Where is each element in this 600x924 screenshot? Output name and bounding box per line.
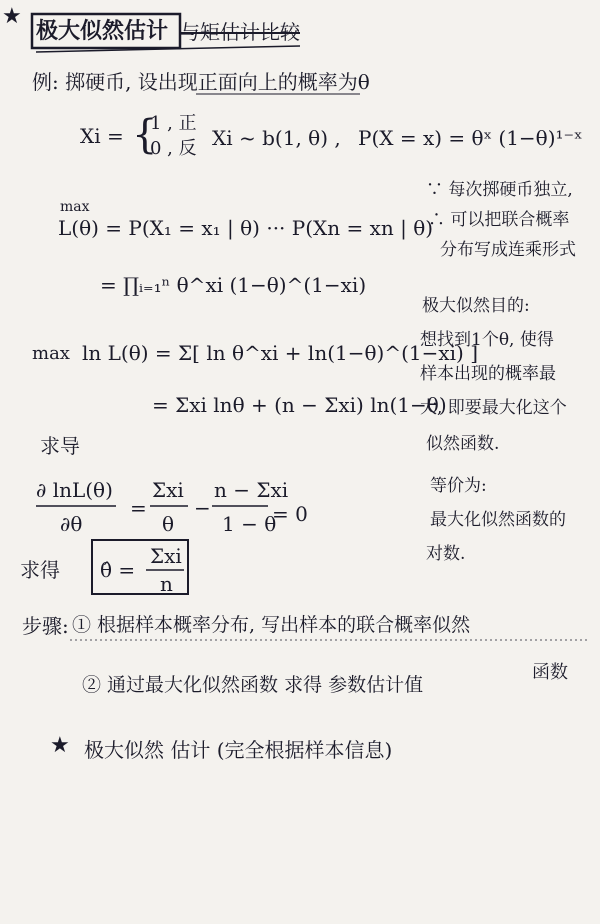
- step-two: ② 通过最大化似然函数 求得 参数估计值: [82, 674, 424, 696]
- equivalent-note-line: 对数.: [426, 544, 466, 564]
- purpose-title: 极大似然目的:: [422, 296, 530, 316]
- derivative-term-a-numerator: Σxi: [152, 478, 184, 502]
- result-numerator: Σxi: [150, 544, 182, 568]
- xi-case-zero: 0 , 反: [150, 138, 197, 159]
- step-one-continued: 函数: [532, 662, 568, 683]
- loglik-simplified: = Σxi lnθ + (n − Σxi) ln(1−θ): [152, 393, 447, 417]
- purpose-note-line: 似然函数.: [426, 434, 500, 454]
- likelihood-product: = ∏ᵢ₌₁ⁿ θ^xi (1−θ)^(1−xi): [100, 273, 367, 297]
- derivative-minus: −: [194, 496, 211, 520]
- page-title: 极大似然估计: [36, 18, 169, 44]
- crossed-out-text: 与矩估计比较: [180, 20, 300, 44]
- likelihood-formula: L(θ) = P(X₁ = x₁ | θ) ··· P(Xn = xn | θ): [58, 216, 434, 240]
- loglik-max-label: max: [32, 343, 70, 364]
- derivative-term-a-denominator: θ: [162, 512, 175, 536]
- independence-note-line: ∴ 可以把联合概率: [428, 210, 570, 230]
- purpose-note-line: 样本出现的概率最: [420, 364, 556, 384]
- result-box: [92, 540, 188, 594]
- star-icon: ★: [2, 4, 22, 29]
- xi-distribution: Xi ~ b(1, θ) ,: [212, 126, 341, 150]
- xi-definition-lhs: Xi =: [80, 124, 124, 148]
- step-one: ① 根据样本概率分布, 写出样本的联合概率似然: [72, 614, 471, 636]
- derivative-term-b-denominator: 1 − θ: [222, 512, 277, 536]
- derivative-label: 求导: [40, 434, 80, 458]
- star-icon: ★: [50, 733, 70, 758]
- equivalent-note-line: 等价为:: [430, 476, 487, 496]
- independence-note-line: 分布写成连乘形式: [440, 240, 576, 260]
- purpose-note-line: 想找到1个θ, 使得: [420, 330, 554, 350]
- result-denominator: n: [160, 572, 173, 596]
- result-label: 求得: [20, 558, 60, 582]
- equivalent-note-line: 最大化似然函数的: [430, 510, 566, 530]
- purpose-note-line: 大, 即要最大化这个: [420, 398, 567, 418]
- derivative-numerator: ∂ lnL(θ): [36, 478, 113, 502]
- derivative-denominator: ∂θ: [60, 512, 83, 536]
- independence-note-line: ∵ 每次掷硬币独立,: [426, 180, 573, 200]
- derivative-equals: =: [130, 496, 147, 520]
- max-annotation: max: [60, 199, 90, 215]
- summary-line: 极大似然 估计 (完全根据样本信息): [84, 738, 393, 762]
- xi-definition-brace: {: [132, 112, 158, 158]
- loglik-formula: ln L(θ) = Σ[ ln θ^xi + ln(1−θ)^(1−xi) ]: [82, 341, 479, 365]
- derivative-term-b-numerator: n − Σxi: [214, 478, 289, 502]
- result-lhs: θ̂ =: [100, 558, 136, 582]
- derivative-zero: = 0: [272, 502, 308, 526]
- xi-case-one: 1 , 正: [150, 113, 197, 134]
- example-intro: 例: 掷硬币, 设出现正面向上的概率为θ: [32, 70, 370, 94]
- pmf-formula: P(X = x) = θˣ (1−θ)¹⁻ˣ: [358, 126, 583, 150]
- title-box: [32, 14, 180, 48]
- steps-label: 步骤:: [22, 614, 69, 638]
